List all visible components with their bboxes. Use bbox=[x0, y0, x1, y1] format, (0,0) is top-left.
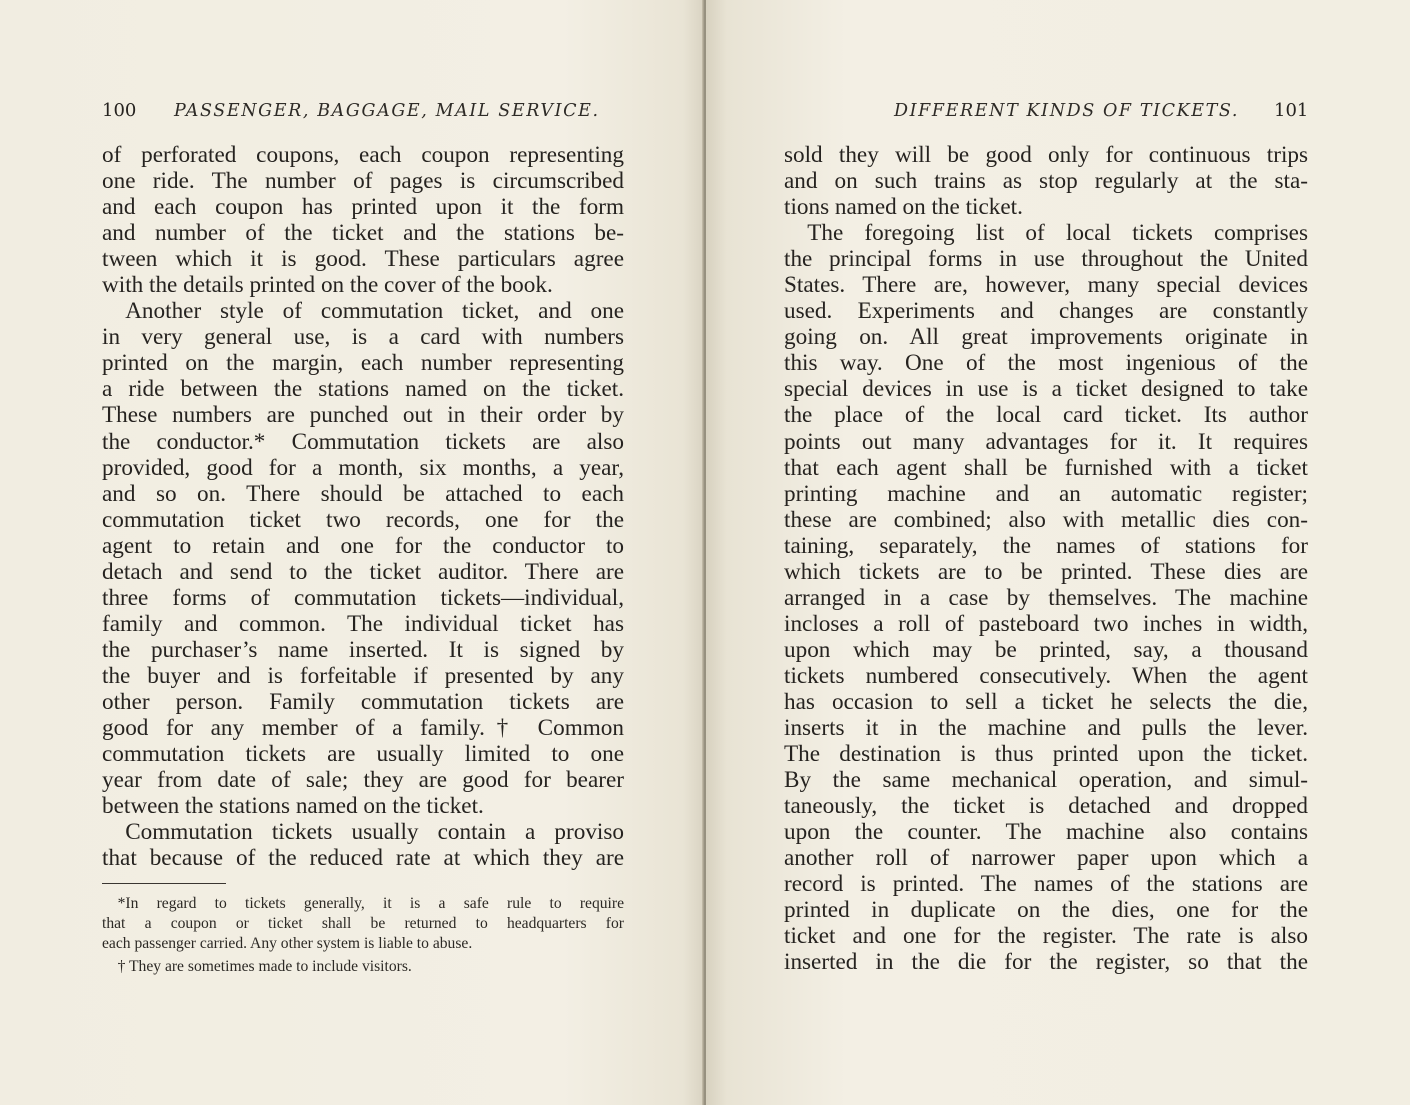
text-line: the place of the local card ticket. Its author bbox=[784, 402, 1308, 429]
right-page-number: 101 bbox=[1274, 100, 1309, 121]
text-line: upon the counter. The machine also contains bbox=[784, 819, 1308, 846]
text-line: another roll of narrower paper upon which a bbox=[784, 845, 1308, 872]
text-line: the conductor.* Commutation tickets are also bbox=[102, 428, 624, 455]
right-page bbox=[706, 0, 1410, 1105]
text-line: detach and send to the ticket auditor. There are bbox=[102, 558, 624, 585]
text-line: provided, good for a month, six months, a year, bbox=[102, 454, 624, 481]
text-line: tions named on the ticket. bbox=[784, 194, 1023, 221]
text-line: inserts it in the machine and pulls the lever. bbox=[784, 715, 1308, 742]
text-line: inserted in the die for the register, so that the bbox=[784, 949, 1308, 976]
text-line: Another style of commutation ticket, and one bbox=[102, 298, 624, 325]
text-line: the principal forms in use throughout the United bbox=[784, 246, 1308, 273]
text-line: upon which may be printed, say, a thousand bbox=[784, 636, 1308, 663]
text-line: tween which it is good. These particulars agree bbox=[102, 246, 624, 273]
text-line: and on such trains as stop regularly at the sta- bbox=[784, 168, 1308, 195]
footnote-line: each passenger carried. Any other system is liable to abuse. bbox=[102, 934, 473, 952]
text-line: The destination is thus printed upon the ticket. bbox=[784, 741, 1308, 768]
text-line: By the same mechanical operation, and simul- bbox=[784, 767, 1308, 794]
text-line: commutation ticket two records, one for the bbox=[102, 506, 624, 533]
text-line: special devices in use is a ticket designed to take bbox=[784, 376, 1308, 403]
footnote-line: *In regard to tickets generally, it is a safe rule to require bbox=[102, 895, 624, 912]
text-line: record is printed. The names of the stations are bbox=[784, 871, 1308, 898]
text-line: printed in duplicate on the dies, one for the bbox=[784, 897, 1308, 924]
left-running-title: PASSENGER, BAGGAGE, MAIL SERVICE. bbox=[174, 101, 600, 121]
left-page bbox=[0, 0, 704, 1105]
text-line: and each coupon has printed upon it the form bbox=[102, 194, 624, 221]
text-line: going on. All great improvements originate in bbox=[784, 324, 1308, 351]
text-line: arranged in a case by themselves. The machine bbox=[784, 584, 1308, 611]
text-line: and number of the ticket and the stations be- bbox=[102, 220, 624, 247]
text-line: that each agent shall be furnished with a ticket bbox=[784, 454, 1308, 481]
footnote-rule bbox=[102, 883, 226, 884]
text-line: the purchaser’s name inserted. It is signed by bbox=[102, 636, 624, 663]
text-line: in very general use, is a card with numbers bbox=[102, 324, 624, 351]
text-line: between the stations named on the ticket. bbox=[102, 793, 484, 820]
text-line: which tickets are to be printed. These dies are bbox=[784, 558, 1308, 585]
text-line: taneously, the ticket is detached and dropped bbox=[784, 793, 1308, 820]
text-line: these are combined; also with metallic dies con- bbox=[784, 506, 1308, 533]
text-line: ticket and one for the register. The rate is also bbox=[784, 923, 1308, 950]
text-line: States. There are, however, many special devices bbox=[784, 272, 1308, 299]
text-line: family and common. The individual ticket has bbox=[102, 610, 624, 637]
text-line: year from date of sale; they are good for bearer bbox=[102, 767, 624, 794]
right-running-title: DIFFERENT KINDS OF TICKETS. bbox=[894, 101, 1240, 121]
footnote-line: † They are sometimes made to include visitors. bbox=[102, 958, 412, 976]
text-line: good for any member of a family.† Common bbox=[102, 715, 624, 742]
text-line: printing machine and an automatic register; bbox=[784, 480, 1308, 507]
text-line: Commutation tickets usually contain a proviso bbox=[102, 819, 624, 846]
right-body-text bbox=[784, 142, 1308, 976]
footnotes bbox=[102, 894, 624, 977]
text-line: printed on the margin, each number representing bbox=[102, 350, 624, 377]
text-line: points out many advantages for it. It requires bbox=[784, 428, 1308, 455]
text-line: commutation tickets are usually limited to one bbox=[102, 741, 624, 768]
text-line: a ride between the stations named on the ticket. bbox=[102, 376, 624, 403]
text-line: one ride. The number of pages is circumscribed bbox=[102, 168, 624, 195]
left-page-number: 100 bbox=[102, 100, 137, 121]
text-line: and so on. There should be attached to each bbox=[102, 480, 624, 507]
text-line: agent to retain and one for the conductor to bbox=[102, 532, 624, 559]
text-line: These numbers are punched out in their order by bbox=[102, 402, 624, 429]
text-line: used. Experiments and changes are constantly bbox=[784, 298, 1308, 325]
text-line: that because of the reduced rate at which they are bbox=[102, 845, 624, 872]
footnote-line: that a coupon or ticket shall be returned to headquarters for bbox=[102, 914, 624, 932]
text-line: taining, separately, the names of stations for bbox=[784, 532, 1308, 559]
text-line: tickets numbered consecutively. When the agent bbox=[784, 662, 1308, 689]
text-line: of perforated coupons, each coupon representing bbox=[102, 142, 624, 168]
text-line: other person. Family commutation tickets are bbox=[102, 688, 624, 715]
text-line: three forms of commutation tickets—individual, bbox=[102, 584, 624, 611]
text-line: has occasion to sell a ticket he selects the die, bbox=[784, 688, 1308, 715]
left-body-text bbox=[102, 142, 624, 871]
text-line: this way. One of the most ingenious of the bbox=[784, 350, 1308, 377]
text-line: The foregoing list of local tickets comprises bbox=[784, 220, 1308, 247]
text-line: incloses a roll of pasteboard two inches in width, bbox=[784, 610, 1308, 637]
text-line: the buyer and is forfeitable if presented by any bbox=[102, 662, 624, 689]
text-line: with the details printed on the cover of the book. bbox=[102, 272, 553, 299]
text-line: sold they will be good only for continuous trips bbox=[784, 142, 1308, 168]
